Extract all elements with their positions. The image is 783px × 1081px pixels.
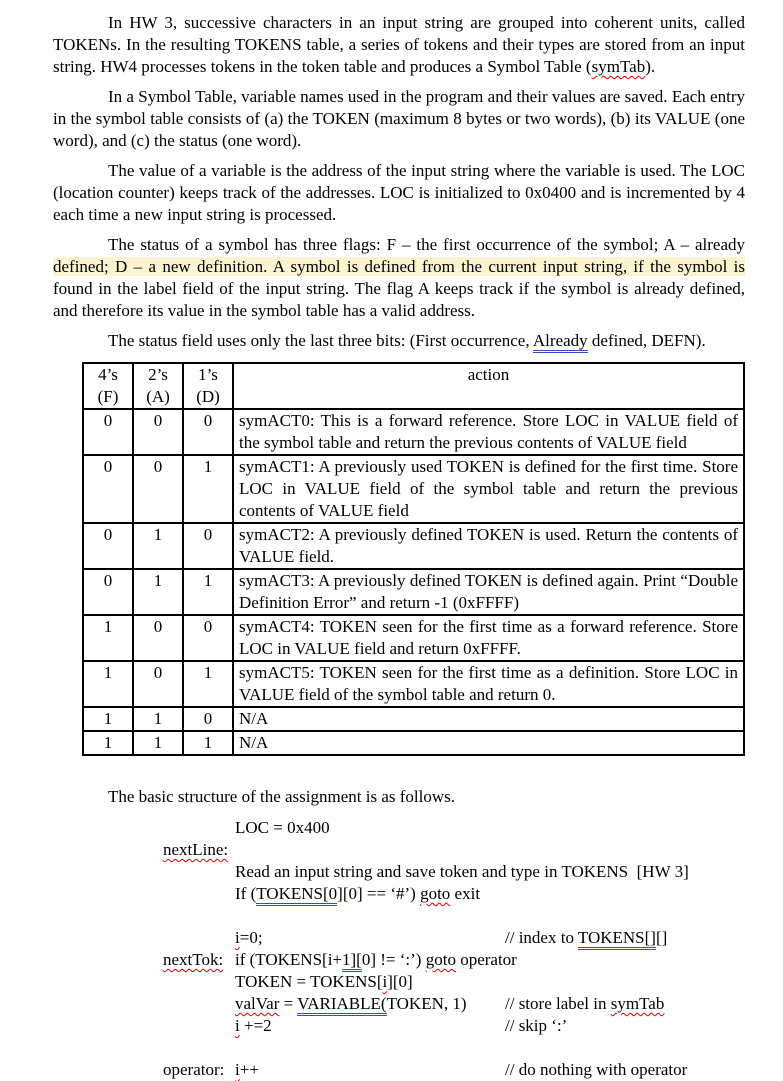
bit-cell: 1 <box>83 661 133 707</box>
code-line <box>163 1059 783 1081</box>
paragraph: In a Symbol Table, variable names used in the program and their values are saved. Each entry in the symbol table consists of (a) the TOKEN (maximum 8 bytes or two words), (b) its VALUE (one word), and (c) the status (one word). <box>53 87 745 150</box>
code-text: TOKEN = TOKENS[i][0] <box>235 972 413 991</box>
code-comment: // store label in symTab <box>505 994 665 1013</box>
status-flags-table <box>82 362 745 756</box>
grammar-flag: Already <box>533 331 588 353</box>
blank-line <box>0 905 783 927</box>
paragraph: The status field uses only the last three bits: (First occurrence, Already defined, DEFN). <box>53 330 745 352</box>
code-line <box>163 971 783 993</box>
misspelling-flag: goto <box>425 950 456 969</box>
code-label <box>163 839 235 861</box>
table-row <box>83 523 744 569</box>
body-paragraphs <box>0 12 783 352</box>
code-text: i++ <box>235 1060 259 1079</box>
bit-cell: 0 <box>183 409 233 455</box>
bit-cell: 0 <box>183 707 233 731</box>
table-header-row <box>83 363 744 409</box>
code-text: valVar = VARIABLE(TOKEN, 1) <box>235 993 505 1015</box>
action-cell: symACT4: TOKEN seen for the first time as a forward reference. Store LOC in VALUE field and return 0xFFFF. <box>233 615 744 661</box>
misspelling-flag: symTab <box>610 994 665 1013</box>
paragraph: The status of a symbol has three flags: F – the first occurrence of the symbol; A – already defined; D – a new definition. A symbol is defined from the current input string, if the symbol is found in the label field of the input string. The flag A keeps track if the symbol is already defined, and therefore its value in the symbol table has a valid address. <box>53 235 745 320</box>
bit-cell: 1 <box>83 615 133 661</box>
code-line <box>163 1015 783 1037</box>
misspelling-flag: valVar <box>235 994 280 1013</box>
bit-cell: 1 <box>83 707 133 731</box>
bit-cell: 0 <box>183 523 233 569</box>
bit-cell: 0 <box>83 523 133 569</box>
bit-cell: 1 <box>183 569 233 615</box>
code-line <box>163 927 783 949</box>
code-label <box>163 817 235 839</box>
misspelling-flag: i <box>235 928 240 947</box>
action-cell: symACT1: A previously used TOKEN is defined for the first time. Store LOC in VALUE field of the symbol table and return the previous contents of VALUE field <box>233 455 744 523</box>
misspelling-flag: nextLine: <box>163 840 229 859</box>
misspelling-flag: i <box>382 972 388 991</box>
code-label: operator: <box>163 1060 225 1079</box>
code-comment: // do nothing with operator <box>505 1060 688 1079</box>
paragraph: The value of a variable is the address of the input string where the variable is used. The LOC (location counter) keeps track of the addresses. LOC is initialized to 0x0400 and is incremented by 4 each time a new input string is processed. <box>53 161 745 224</box>
header-line: (D) <box>196 387 220 406</box>
code-label <box>163 861 235 883</box>
header-line: 2’s <box>148 365 168 384</box>
bit-cell: 1 <box>133 731 183 755</box>
action-cell: symACT3: A previously defined TOKEN is defined again. Print “Double Definition Error” and return -1 (0xFFFF) <box>233 569 744 615</box>
grammar-flag: 1][ <box>342 950 362 972</box>
misspelling-flag: symTab <box>591 57 646 76</box>
table-row <box>83 455 744 523</box>
bit-cell: 0 <box>183 615 233 661</box>
header-line: (F) <box>97 387 119 406</box>
action-cell: N/A <box>233 731 744 755</box>
bit-cell: 0 <box>133 409 183 455</box>
table-row <box>83 661 744 707</box>
misspelling-flag: i <box>235 1016 240 1035</box>
action-cell: N/A <box>233 707 744 731</box>
bit-cell: 0 <box>133 615 183 661</box>
highlighted-text: defined; D – a new definition. A symbol is defined from the current input string, if the symbol is <box>53 257 745 276</box>
code-label <box>163 971 235 993</box>
code-line <box>163 839 783 861</box>
paragraph: In HW 3, successive characters in an input string are grouped into coherent units, called TOKENs. In the resulting TOKENS table, a series of tokens and their types are stored from an input string. HW4 processes tokens in the token table and produces a Symbol Table (symTab). <box>53 13 745 76</box>
code-line <box>163 993 783 1015</box>
code-line <box>163 817 783 839</box>
bit-cell: 0 <box>133 661 183 707</box>
action-cell: symACT0: This is a forward reference. Store LOC in VALUE field of the symbol table and return the previous contents of VALUE field <box>233 409 744 455</box>
header-line: 4’s <box>98 365 118 384</box>
table-head <box>83 363 744 409</box>
table-row <box>83 731 744 755</box>
grammar-flag: TOKENS[0 <box>256 884 337 906</box>
code-line <box>163 883 783 905</box>
code-label <box>163 883 235 905</box>
action-cell: symACT5: TOKEN seen for the first time as a definition. Store LOC in VALUE field of the symbol table and return 0. <box>233 661 744 707</box>
code-text: Read an input string and save token and type in TOKENS [HW 3] <box>235 862 689 881</box>
code-text: i +=2 <box>235 1016 272 1035</box>
table-header-cell <box>83 363 133 409</box>
code-comment: // skip ‘:’ <box>505 1016 568 1035</box>
table-row <box>83 707 744 731</box>
table-row <box>83 615 744 661</box>
code-text: LOC = 0x400 <box>235 818 330 837</box>
code-label <box>163 1015 235 1037</box>
header-line: 1’s <box>198 365 218 384</box>
bit-cell: 1 <box>183 731 233 755</box>
code-line <box>163 949 783 971</box>
code-label <box>163 927 235 949</box>
table-row <box>83 409 744 455</box>
code-line <box>163 861 783 883</box>
code-text: If (TOKENS[0][0] == ‘#’) goto exit <box>235 883 505 905</box>
code-block <box>0 817 783 1081</box>
table-header-cell <box>183 363 233 409</box>
table-body <box>83 409 744 755</box>
code-text: i=0; <box>235 928 263 947</box>
misspelling-flag: goto <box>420 884 451 903</box>
bit-cell: 1 <box>183 661 233 707</box>
bit-cell: 0 <box>83 409 133 455</box>
table-header-cell <box>133 363 183 409</box>
bit-cell: 0 <box>83 455 133 523</box>
bit-cell: 1 <box>133 569 183 615</box>
bit-cell: 1 <box>83 731 133 755</box>
code-intro: The basic structure of the assignment is as follows. <box>108 787 456 806</box>
bit-cell: 0 <box>133 455 183 523</box>
code-comment: // index to TOKENS[][] <box>505 927 667 949</box>
grammar-flag: TOKENS[] <box>578 928 656 950</box>
bit-cell: 1 <box>183 455 233 523</box>
code-label <box>163 993 235 1015</box>
grammar-flag: VARIABLE( <box>297 994 386 1016</box>
code-text <box>235 839 505 861</box>
blank-line <box>0 1037 783 1059</box>
table-row <box>83 569 744 615</box>
table-header-cell <box>233 363 744 409</box>
bit-cell: 1 <box>133 523 183 569</box>
code-label <box>163 949 235 971</box>
header-line: action <box>467 365 510 384</box>
header-line: (A) <box>146 387 170 406</box>
misspelling-flag: nextTok: <box>163 950 224 969</box>
bit-cell: 1 <box>133 707 183 731</box>
action-cell: symACT2: A previously defined TOKEN is used. Return the contents of VALUE field. <box>233 523 744 569</box>
misspelling-flag: i <box>235 1060 240 1079</box>
code-text: if (TOKENS[i+1][0] != ‘:’) goto operator <box>235 949 517 971</box>
bit-cell: 0 <box>83 569 133 615</box>
